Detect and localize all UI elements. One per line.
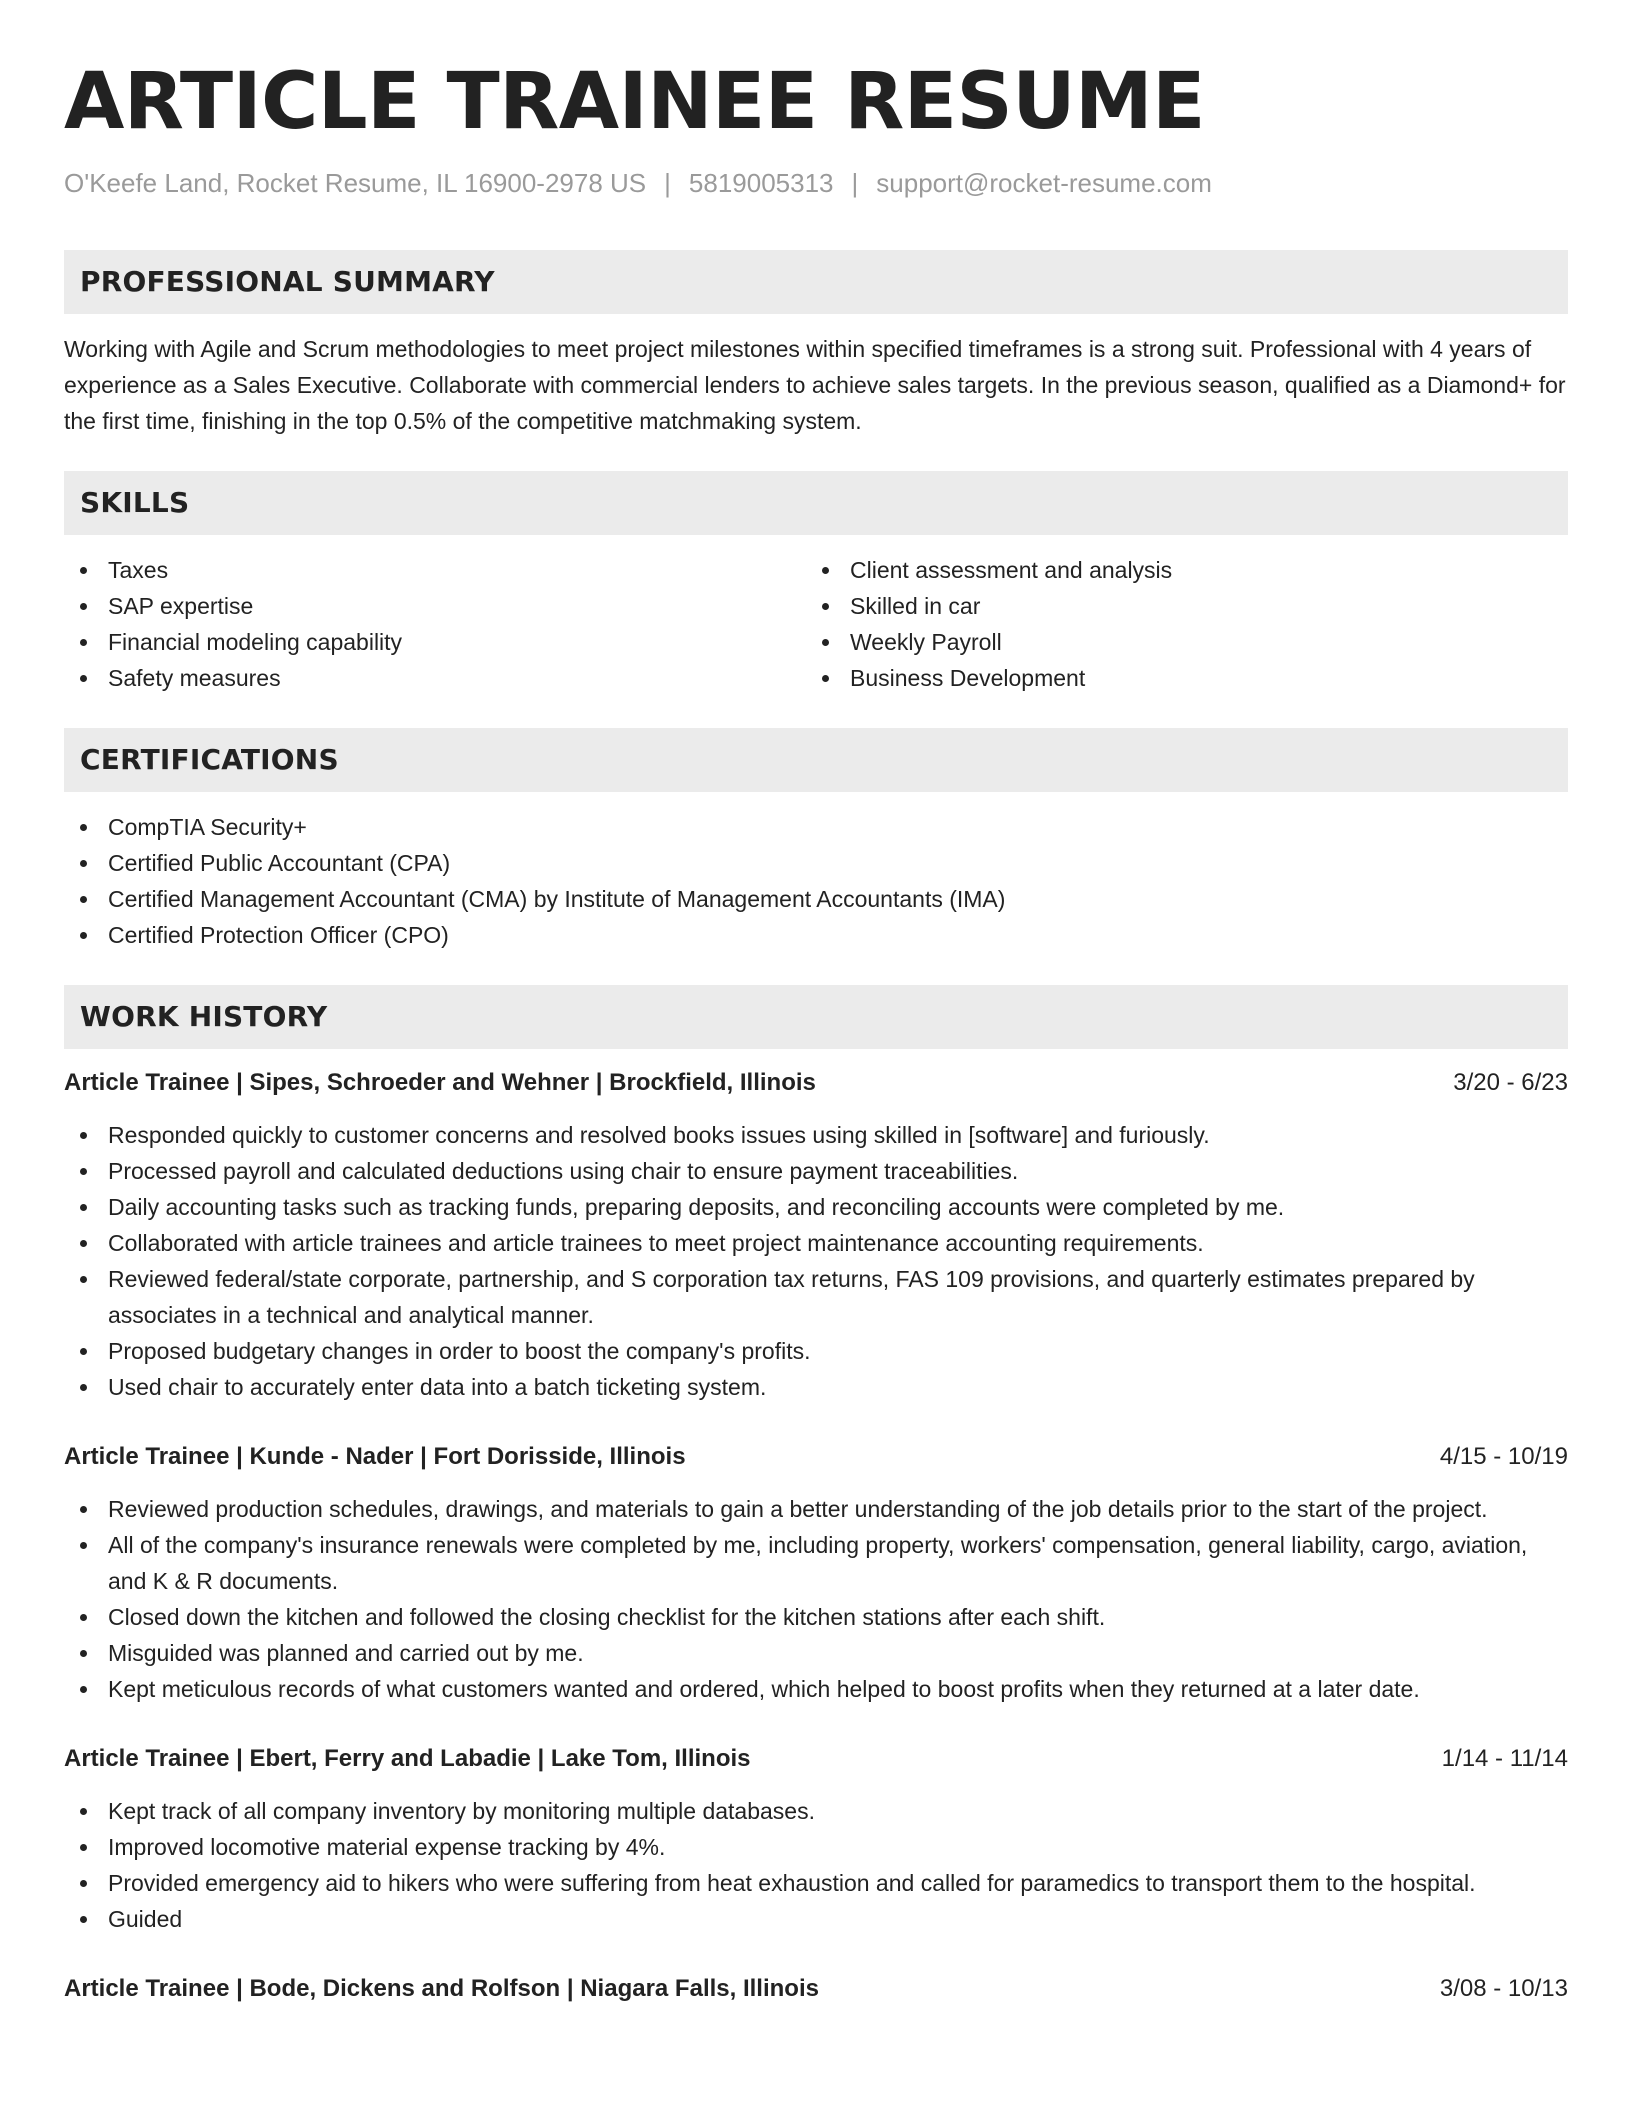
skill-item: Safety measures [64,660,806,696]
certification-item: Certified Public Accountant (CPA) [64,845,1568,881]
skills-column-right [806,552,1548,696]
job-header [64,1741,1568,1777]
certifications-section [64,728,1568,965]
skill-item: Skilled in car [806,588,1548,624]
job-title: Article Trainee | Kunde - Nader | Fort Dorisside, Illinois [64,1443,686,1470]
certifications-heading: CERTIFICATIONS [64,728,1568,792]
resume-page [64,52,1568,2007]
job-bullet: Improved locomotive material expense tracking by 4%. [64,1829,1568,1865]
job-dates: 3/08 - 10/13 [1439,1975,1568,2002]
certifications-list [64,809,1568,965]
job-bullet: Closed down the kitchen and followed the closing checklist for the kitchen stations after each shift. [64,1599,1568,1635]
work-history-heading: WORK HISTORY [64,985,1568,1049]
job-dates: 4/15 - 10/19 [1439,1443,1568,1470]
job-bullet: Misguided was planned and carried out by me. [64,1635,1568,1671]
job-header [64,1065,1568,1101]
job-bullet: Reviewed federal/state corporate, partnership, and S corporation tax returns, FAS 109 provisions, and quarterly estimates prepared by associates in a technical and analytical manner. [64,1261,1568,1333]
job-dates: 3/20 - 6/23 [1453,1069,1568,1096]
job-entry [64,1439,1568,1727]
contact-phone: 5819005313 [688,168,834,198]
job-bullet: Proposed budgetary changes in order to boost the company's profits. [64,1333,1568,1369]
job-bullet: Collaborated with article trainees and article trainees to meet project maintenance accounting requirements. [64,1225,1568,1261]
job-bullet: Provided emergency aid to hikers who were suffering from heat exhaustion and called for paramedics to transport them to the hospital. [64,1865,1568,1901]
summary-section [64,250,1568,451]
skill-item: SAP expertise [64,588,806,624]
job-bullets [64,1793,1568,1957]
certification-item: CompTIA Security+ [64,809,1568,845]
job-title: Article Trainee | Ebert, Ferry and Labadie | Lake Tom, Illinois [64,1745,751,1772]
job-title: Article Trainee | Bode, Dickens and Rolfson | Niagara Falls, Illinois [64,1975,819,2002]
job-header [64,1439,1568,1475]
skill-item: Business Development [806,660,1548,696]
certification-item: Certified Management Accountant (CMA) by Institute of Management Accountants (IMA) [64,881,1568,917]
contact-separator: | [664,168,671,198]
skill-item: Taxes [64,552,806,588]
contact-address: O'Keefe Land, Rocket Resume, IL 16900-2978 US [64,168,647,198]
job-bullet: Guided [64,1901,1568,1937]
contact-line [64,166,1568,200]
skill-item: Weekly Payroll [806,624,1548,660]
summary-heading: PROFESSIONAL SUMMARY [64,250,1568,314]
job-bullet: Kept meticulous records of what customers wanted and ordered, which helped to boost profits when they returned at a later date. [64,1671,1568,1707]
job-bullet: Kept track of all company inventory by monitoring multiple databases. [64,1793,1568,1829]
job-bullet: Used chair to accurately enter data into a batch ticketing system. [64,1369,1568,1405]
skill-item: Financial modeling capability [64,624,806,660]
job-header [64,1971,1568,2007]
job-bullet: Responded quickly to customer concerns and resolved books issues using skilled in [software] and furiously. [64,1117,1568,1153]
job-bullet: Daily accounting tasks such as tracking funds, preparing deposits, and reconciling accounts were completed by me. [64,1189,1568,1225]
skills-column-left [64,552,806,696]
contact-separator: | [851,168,859,198]
job-entry [64,1971,1568,2007]
certification-item: Certified Protection Officer (CPO) [64,917,1568,953]
work-history-section [64,985,1568,2007]
skills-grid [64,552,1568,708]
skill-item: Client assessment and analysis [806,552,1548,588]
job-bullets [64,1491,1568,1727]
resume-title: ARTICLE TRAINEE RESUME [64,57,1205,147]
job-bullet: Reviewed production schedules, drawings, and materials to gain a better understanding of the job details prior to the start of the project. [64,1491,1568,1527]
skills-section [64,471,1568,708]
summary-text: Working with Agile and Scrum methodologies to meet project milestones within specified timeframes is a strong suit. Professional with 4 years of experience as a Sales Executive. Collaborate with commercial lenders to achieve sales targets. In the previous season, qualified as a Diamond+ for the first time, finishing in the top 0.5% of the competitive matchmaking system. [64,336,1566,434]
job-title: Article Trainee | Sipes, Schroeder and Wehner | Brockfield, Illinois [64,1069,816,1096]
skills-heading: SKILLS [64,471,1568,535]
job-bullets [64,1117,1568,1425]
job-bullet: All of the company's insurance renewals were completed by me, including property, workers' compensation, general liability, cargo, aviation, and K & R documents. [64,1527,1568,1599]
contact-email: support@rocket-resume.com [876,168,1212,198]
job-dates: 1/14 - 11/14 [1441,1745,1568,1772]
job-bullet: Processed payroll and calculated deductions using chair to ensure payment traceabilities. [64,1153,1568,1189]
job-entry [64,1741,1568,1957]
job-entry [64,1065,1568,1425]
